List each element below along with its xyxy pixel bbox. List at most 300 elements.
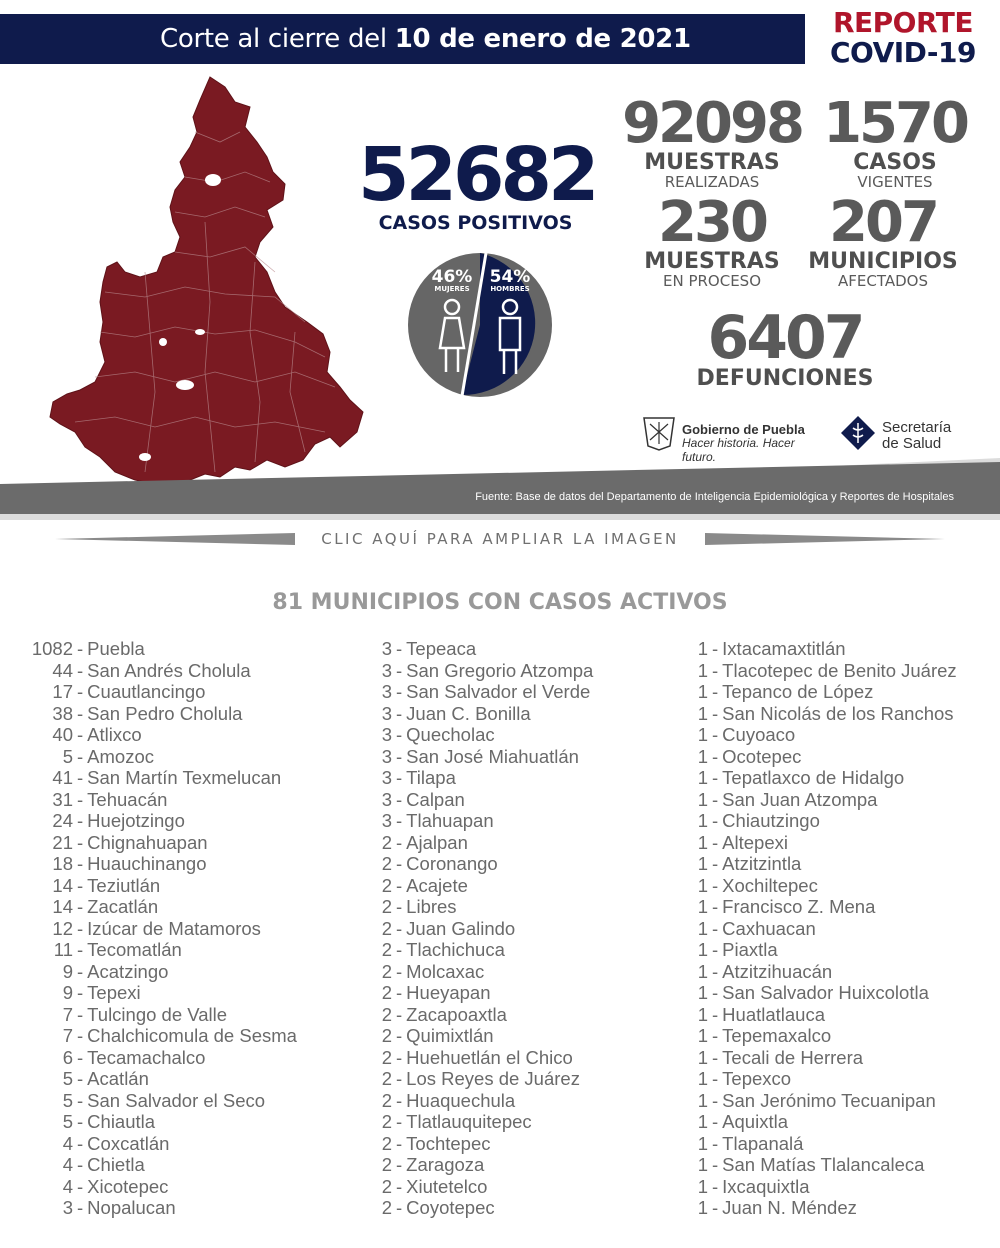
municipio-name: Acatlán: [87, 1068, 149, 1089]
casos-vigentes-sub: VIGENTES: [857, 173, 933, 191]
municipio-row: [370, 982, 690, 1004]
municipio-name: Tlacotepec de Benito Juárez: [722, 659, 957, 681]
municipio-count: 38: [52, 702, 73, 724]
municipio-row: [690, 1047, 990, 1069]
municipio-name: San Matías Tlalancaleca: [722, 1154, 925, 1175]
municipios-column-1: [25, 638, 345, 1219]
municipio-count: 14: [52, 874, 73, 896]
municipio-count: 2: [381, 982, 392, 1003]
stat-municipios-afectados: [808, 190, 958, 290]
municipio-count: 1: [697, 1132, 708, 1154]
municipio-name: Huehuetlán el Chico: [406, 1046, 573, 1068]
municipio-row: [25, 896, 345, 918]
municipio-count: 1: [697, 1089, 708, 1111]
casos-positivos-value: 52682: [358, 132, 596, 218]
municipio-name: Acajete: [406, 874, 468, 896]
municipio-name: Quecholac: [406, 724, 495, 745]
municipios-afectados-value: 207: [829, 190, 937, 255]
municipio-count: 24: [52, 810, 73, 831]
municipio-count: 7: [62, 1003, 73, 1025]
municipio-separator: -: [396, 767, 403, 788]
municipio-separator: -: [712, 1111, 719, 1132]
municipio-separator: -: [712, 745, 719, 767]
municipio-count: 3: [381, 681, 392, 702]
municipio-count: 2: [381, 831, 392, 853]
municipio-separator: -: [712, 702, 719, 724]
muestras-proceso-value: 230: [658, 190, 766, 255]
secretaria-salud-logo: [838, 412, 968, 454]
municipio-name: Acatzingo: [87, 960, 169, 982]
municipio-row: [690, 746, 990, 768]
municipio-row: [690, 767, 990, 789]
municipios-title: 81 MUNICIPIOS CON CASOS ACTIVOS: [272, 590, 728, 615]
municipio-row: [690, 681, 990, 703]
municipio-separator: -: [77, 681, 84, 702]
municipio-row: [25, 767, 345, 789]
municipio-count: 11: [53, 939, 73, 960]
municipio-row: [370, 638, 690, 660]
municipio-name: Coronango: [406, 853, 498, 874]
municipio-name: Molcaxac: [406, 960, 485, 982]
municipio-row: [25, 681, 345, 703]
municipio-separator: -: [396, 1025, 403, 1046]
municipio-name: San Salvador Huixcolotla: [722, 982, 929, 1003]
men-pct: 54%: [489, 267, 531, 287]
municipio-count: 21: [52, 831, 73, 853]
municipio-name: San Jerónimo Tecuanipan: [722, 1089, 936, 1111]
municipio-row: [25, 961, 345, 983]
municipio-row: [370, 918, 690, 940]
municipio-name: Chiautla: [87, 1111, 156, 1132]
municipio-separator: -: [712, 982, 719, 1003]
municipio-separator: -: [396, 874, 403, 896]
municipio-name: Huauchinango: [87, 853, 207, 874]
municipio-name: Huatlatlauca: [722, 1003, 826, 1025]
municipio-count: 1: [697, 659, 708, 681]
municipio-separator: -: [712, 939, 719, 960]
municipio-count: 3: [381, 810, 392, 831]
muestras-proceso-sub: EN PROCESO: [662, 272, 762, 290]
municipio-row: [370, 1068, 690, 1090]
municipio-count: 2: [381, 1175, 392, 1197]
municipio-count: 1: [697, 982, 708, 1003]
municipio-name: Zaragoza: [406, 1154, 485, 1175]
municipio-row: [25, 1133, 345, 1155]
municipio-count: 1: [697, 810, 708, 831]
municipio-count: 1: [697, 1111, 708, 1132]
municipio-separator: -: [712, 767, 719, 788]
health-caduceus-icon: [840, 415, 876, 451]
municipio-count: 4: [62, 1175, 73, 1197]
municipio-count: 2: [381, 960, 392, 982]
municipio-separator: -: [712, 874, 719, 896]
municipio-name: San Andrés Cholula: [87, 659, 251, 681]
municipio-separator: -: [712, 1132, 719, 1154]
enlarge-image-link[interactable]: [0, 527, 1000, 551]
municipio-name: Ixtacamaxtitlán: [722, 638, 846, 659]
municipio-row: [25, 1004, 345, 1026]
municipio-name: Huejotzingo: [87, 810, 185, 831]
municipio-count: 9: [62, 960, 73, 982]
municipio-name: San José Miahuatlán: [406, 745, 579, 767]
municipio-name: San Pedro Cholula: [87, 702, 243, 724]
enlarge-image-label[interactable]: CLIC AQUÍ PARA AMPLIAR LA IMAGEN: [321, 530, 679, 548]
municipio-separator: -: [77, 917, 84, 939]
municipio-row: [370, 875, 690, 897]
stat-defunciones: [690, 303, 880, 391]
municipio-separator: -: [77, 874, 84, 896]
municipio-name: Tepatlaxco de Hidalgo: [722, 767, 905, 788]
municipio-count: 3: [381, 702, 392, 724]
municipio-name: San Juan Atzompa: [722, 788, 878, 810]
municipio-separator: -: [712, 1025, 719, 1046]
municipio-name: Tulcingo de Valle: [87, 1003, 228, 1025]
municipio-row: [690, 1133, 990, 1155]
municipio-row: [25, 875, 345, 897]
municipio-name: Hueyapan: [406, 982, 491, 1003]
municipio-row: [25, 982, 345, 1004]
municipio-separator: -: [712, 1046, 719, 1068]
source-text: Fuente: Base de datos del Departamento de Inteligencia Epidemiológica y Reportes de Hospitales: [475, 491, 954, 503]
municipio-row: [690, 918, 990, 940]
municipio-name: Altepexi: [722, 831, 788, 853]
municipio-name: Tepanco de López: [722, 681, 874, 702]
municipio-row: [25, 724, 345, 746]
municipio-separator: -: [396, 810, 403, 831]
municipio-count: 17: [52, 681, 73, 702]
municipio-count: 14: [52, 896, 73, 917]
date-prefix: Corte al cierre del: [160, 24, 395, 54]
municipio-separator: -: [77, 1046, 84, 1068]
municipio-separator: -: [77, 1111, 84, 1132]
municipio-row: [370, 681, 690, 703]
municipio-count: 2: [381, 939, 392, 960]
municipio-count: 3: [62, 1197, 73, 1218]
municipio-separator: -: [396, 831, 403, 853]
municipio-name: Atzitzihuacán: [722, 960, 833, 982]
municipio-separator: -: [712, 1175, 719, 1197]
municipio-row: [370, 789, 690, 811]
municipio-name: Tecamachalco: [87, 1046, 206, 1068]
municipio-row: [25, 789, 345, 811]
municipios-column-3: [690, 638, 990, 1219]
municipio-row: [25, 1111, 345, 1133]
municipio-row: [25, 1176, 345, 1198]
municipio-count: 5: [62, 1089, 73, 1111]
municipio-count: 3: [381, 724, 392, 745]
municipio-count: 3: [381, 767, 392, 788]
municipio-name: Francisco Z. Mena: [722, 896, 876, 917]
casos-positivos-label: CASOS POSITIVOS: [378, 212, 573, 234]
municipio-count: 44: [52, 659, 73, 681]
municipio-row: [25, 703, 345, 725]
municipio-separator: -: [396, 1197, 403, 1218]
stat-muestras-realizadas: [622, 91, 802, 191]
municipio-name: Tepemaxalco: [722, 1025, 832, 1046]
header-date-bar: [0, 14, 805, 64]
municipio-separator: -: [396, 896, 403, 917]
municipio-count: 31: [52, 788, 73, 810]
municipio-name: Ocotepec: [722, 745, 802, 767]
municipio-row: [25, 746, 345, 768]
municipio-name: Tilapa: [406, 767, 456, 788]
municipio-count: 1: [697, 1154, 708, 1175]
municipio-row: [370, 1047, 690, 1069]
municipio-separator: -: [396, 1003, 403, 1025]
municipio-separator: -: [712, 896, 719, 917]
municipio-row: [690, 660, 990, 682]
municipio-separator: -: [396, 1132, 403, 1154]
municipio-count: 1: [697, 1046, 708, 1068]
municipio-row: [370, 1197, 690, 1219]
municipio-row: [690, 810, 990, 832]
municipio-row: [25, 660, 345, 682]
municipio-separator: -: [712, 1003, 719, 1025]
municipio-count: 1: [697, 896, 708, 917]
municipio-separator: -: [396, 638, 403, 659]
municipio-count: 3: [381, 745, 392, 767]
municipio-name: Libres: [406, 896, 457, 917]
municipio-name: Tehuacán: [87, 788, 168, 810]
municipio-separator: -: [396, 1175, 403, 1197]
municipio-row: [370, 896, 690, 918]
municipio-separator: -: [396, 1089, 403, 1111]
muestras-proceso-label: MUESTRAS: [644, 249, 780, 274]
municipio-row: [370, 1090, 690, 1112]
municipio-count: 1: [697, 917, 708, 939]
municipio-row: [370, 1004, 690, 1026]
municipio-separator: -: [396, 982, 403, 1003]
municipio-name: Tlatlauquitepec: [406, 1111, 532, 1132]
municipio-count: 1: [697, 724, 708, 745]
municipio-row: [25, 1090, 345, 1112]
municipio-count: 2: [381, 917, 392, 939]
municipio-count: 1: [697, 874, 708, 896]
municipio-count: 2: [381, 1154, 392, 1175]
municipio-separator: -: [77, 1003, 84, 1025]
municipio-name: Zacatlán: [87, 896, 159, 917]
municipio-separator: -: [77, 638, 84, 659]
municipio-separator: -: [712, 1154, 719, 1175]
municipio-row: [690, 1090, 990, 1112]
municipio-count: 2: [381, 1132, 392, 1154]
municipio-separator: -: [712, 681, 719, 702]
gobierno-line1: Gobierno de Puebla: [682, 422, 805, 437]
municipio-name: Xochiltepec: [722, 874, 818, 896]
municipio-count: 1: [697, 745, 708, 767]
municipio-separator: -: [712, 724, 719, 745]
municipio-separator: -: [77, 810, 84, 831]
municipio-name: Tepexco: [722, 1068, 792, 1089]
municipio-name: Chiautzingo: [722, 810, 820, 831]
municipio-row: [690, 875, 990, 897]
municipio-separator: -: [396, 788, 403, 810]
stat-casos-vigentes: [820, 91, 970, 191]
muestras-realizadas-value: 92098: [622, 91, 802, 156]
municipio-separator: -: [77, 1025, 84, 1046]
municipio-separator: -: [396, 659, 403, 681]
municipio-separator: -: [712, 853, 719, 874]
municipio-row: [25, 1068, 345, 1090]
municipio-name: Tochtepec: [406, 1132, 491, 1154]
municipio-count: 2: [381, 896, 392, 917]
municipio-count: 4: [62, 1154, 73, 1175]
municipio-count: 1: [697, 1197, 708, 1218]
municipio-separator: -: [77, 1132, 84, 1154]
municipios-afectados-label: MUNICIPIOS: [808, 249, 958, 274]
municipio-separator: -: [396, 1111, 403, 1132]
municipio-name: Tecali de Herrera: [722, 1046, 864, 1068]
municipio-name: Juan C. Bonilla: [406, 702, 531, 724]
salud-line2: de Salud: [882, 435, 942, 452]
municipio-count: 1: [697, 788, 708, 810]
municipio-count: 1: [697, 960, 708, 982]
municipio-separator: -: [77, 659, 84, 681]
municipio-name: Nopalucan: [87, 1197, 176, 1218]
municipio-name: Juan N. Méndez: [722, 1197, 857, 1218]
puebla-map[interactable]: [45, 72, 370, 497]
municipio-name: Piaxtla: [722, 939, 778, 960]
municipio-separator: -: [396, 960, 403, 982]
municipio-separator: -: [77, 1089, 84, 1111]
municipio-count: 1: [697, 853, 708, 874]
municipio-separator: -: [396, 724, 403, 745]
municipio-separator: -: [77, 767, 84, 788]
municipio-row: [690, 789, 990, 811]
municipio-separator: -: [77, 788, 84, 810]
municipio-name: Atlixco: [87, 724, 142, 745]
municipio-count: 2: [381, 1197, 392, 1218]
municipio-name: San Nicolás de los Ranchos: [722, 702, 954, 724]
municipio-name: Zacapoaxtla: [406, 1003, 507, 1025]
municipio-name: Huaquechula: [406, 1089, 516, 1111]
municipio-separator: -: [712, 960, 719, 982]
municipio-name: Tlapanalá: [722, 1132, 804, 1154]
stat-muestras-proceso: [622, 190, 802, 290]
municipio-row: [25, 638, 345, 660]
municipio-count: 2: [381, 874, 392, 896]
municipio-name: Chietla: [87, 1154, 145, 1175]
municipio-count: 2: [381, 1089, 392, 1111]
municipio-separator: -: [77, 1197, 84, 1218]
municipio-name: Amozoc: [87, 745, 154, 767]
municipio-count: 1: [697, 1068, 708, 1089]
municipio-row: [690, 1154, 990, 1176]
defunciones-value: 6407: [707, 303, 863, 373]
municipio-separator: -: [77, 1175, 84, 1197]
municipio-row: [370, 853, 690, 875]
gobierno-line2: Hacer historia. Hacer futuro.: [682, 436, 795, 464]
municipios-column-2: [370, 638, 690, 1219]
municipio-row: [690, 724, 990, 746]
municipio-count: 3: [381, 659, 392, 681]
municipio-separator: -: [77, 1154, 84, 1175]
municipio-separator: -: [77, 982, 84, 1003]
municipio-count: 1: [697, 939, 708, 960]
brand-line2: COVID-19: [829, 36, 977, 69]
municipio-separator: -: [77, 1068, 84, 1089]
municipio-count: 3: [381, 638, 392, 659]
muestras-realizadas-label: MUESTRAS: [644, 150, 780, 175]
municipio-separator: -: [396, 939, 403, 960]
women-pct: 46%: [431, 267, 473, 287]
defunciones-label: DEFUNCIONES: [696, 366, 874, 391]
municipio-row: [370, 660, 690, 682]
municipio-separator: -: [712, 638, 719, 659]
municipio-row: [370, 1154, 690, 1176]
municipio-separator: -: [396, 917, 403, 939]
municipio-count: 7: [62, 1025, 73, 1046]
municipio-count: 6: [62, 1046, 73, 1068]
municipio-row: [25, 1025, 345, 1047]
municipio-row: [690, 832, 990, 854]
municipio-count: 1: [697, 638, 708, 659]
municipio-name: Xiutetelco: [406, 1175, 488, 1197]
municipio-row: [690, 896, 990, 918]
municipio-count: 1: [697, 1003, 708, 1025]
municipio-name: Caxhuacan: [722, 917, 816, 939]
municipio-name: Juan Galindo: [406, 917, 516, 939]
municipio-row: [370, 1176, 690, 1198]
municipio-separator: -: [712, 831, 719, 853]
municipio-count: 2: [381, 1003, 392, 1025]
municipio-count: 1: [697, 831, 708, 853]
gender-pie: [400, 250, 560, 400]
municipio-name: Chignahuapan: [87, 831, 208, 853]
municipio-count: 1082: [31, 638, 73, 659]
municipio-name: Los Reyes de Juárez: [406, 1068, 580, 1089]
municipio-separator: -: [712, 917, 719, 939]
municipio-row: [690, 638, 990, 660]
municipio-separator: -: [396, 681, 403, 702]
municipio-count: 18: [52, 853, 73, 874]
municipio-name: Ixcaquixtla: [722, 1175, 810, 1197]
municipio-separator: -: [712, 1089, 719, 1111]
municipio-separator: -: [712, 1197, 719, 1218]
municipio-row: [25, 1197, 345, 1219]
municipio-row: [25, 832, 345, 854]
brand-line1: REPORTE: [832, 6, 974, 39]
municipio-name: Coxcatlán: [87, 1132, 170, 1154]
salud-line1: Secretaría: [882, 419, 952, 436]
stat-casos-positivos: [358, 132, 596, 234]
municipio-name: Cuautlancingo: [87, 681, 206, 702]
report-brand: [818, 8, 988, 68]
date-value: 10 de enero de 2021: [394, 24, 691, 54]
municipio-row: [370, 1133, 690, 1155]
men-label: HOMBRES: [490, 285, 530, 293]
municipio-separator: -: [396, 1046, 403, 1068]
municipio-row: [370, 1025, 690, 1047]
puebla-state-shape: [50, 77, 363, 492]
municipio-row: [690, 1025, 990, 1047]
municipio-row: [25, 853, 345, 875]
municipio-count: 5: [62, 1068, 73, 1089]
municipio-name: San Gregorio Atzompa: [406, 659, 594, 681]
municipio-name: Puebla: [87, 638, 145, 659]
casos-vigentes-label: CASOS: [853, 150, 937, 175]
municipio-separator: -: [77, 724, 84, 745]
municipio-separator: -: [396, 702, 403, 724]
municipio-row: [690, 961, 990, 983]
municipio-name: Tlachichuca: [406, 939, 505, 960]
municipio-count: 12: [52, 917, 73, 939]
municipio-row: [370, 939, 690, 961]
municipio-separator: -: [396, 1154, 403, 1175]
municipio-name: Tepeaca: [406, 638, 477, 659]
municipio-count: 1: [697, 702, 708, 724]
municipio-separator: -: [77, 853, 84, 874]
